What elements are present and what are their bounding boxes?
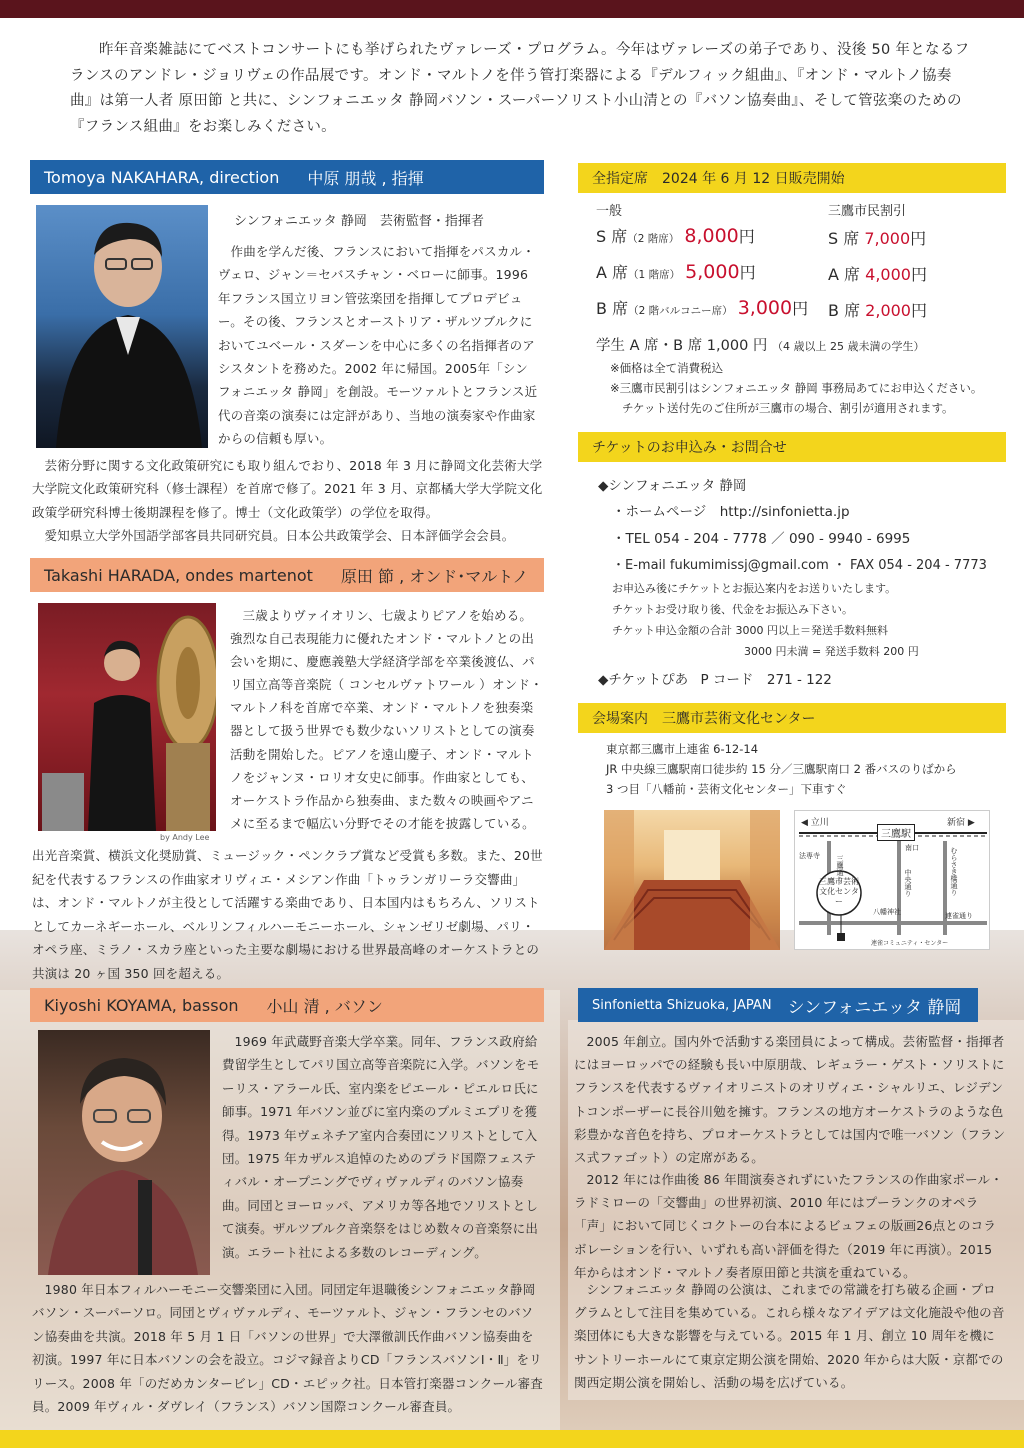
nakahara-header	[30, 160, 544, 194]
sinfonietta-name-jp: シンフォニエッタ 静岡	[787, 997, 962, 1018]
contact-email-fax[interactable]: ・E-mail fukumimissj@gmail.com ・ FAX 054 - 204 - 7773	[612, 558, 987, 573]
harada-bio-1: 三歳よりヴァイオリン、七歳よりピアノを始める。強烈な自己表現能力に優れたオンド・マルトノとの出会いを期に、慶應義塾大学経済学部を卒業後渡仏、パリ国立高等音楽院（ コンセルヴァトワール ）オンド・マルトノ科を首席で卒業、オンド・マルトノを独奏楽器として扱う世界でも数少ないソリストとしての演奏活動を開始した。ピアノを遠山慶子、オンド・マルトノをジャンヌ・ロリオ女史に師事。作曲家としても、オーケストラ作品から独奏曲、また数々の映画やアニメに至るまで幅広い分野でその才能を披露している。	[230, 608, 543, 831]
map-label-hachiman: 八幡神社	[873, 908, 901, 916]
map-label-chuo-dori: 中央通り	[904, 869, 912, 897]
ticket-note-2: ※三鷹市民割引はシンフォニエッタ 静岡 事務局あてにお申込ください。	[610, 381, 983, 395]
koyama-name-en: Kiyoshi KOYAMA, basson	[44, 995, 239, 1015]
b-seat-price: 3,000	[737, 297, 793, 319]
price-row-a	[596, 260, 756, 283]
koyama-bio-2: 1980 年日本フィルハーモニー交響楽団に入団。同団定年退職後シンフォニエッタ静岡バソン・スーパーソロ。同団とヴィヴァルディ、モーツァルト、ジャン・フランセのバソン協奏曲を共演。2018 年 5 月 1 日「バソンの世界」で大澤徹訓氏作曲バソン協奏曲を初演。1997 年に日本バソンの会を設立。コジマ録音よりCD「フランスバソンⅠ・Ⅱ」をリリース。2008 年「のだめカンタービレ」CD・エピック社。日本管打楽器コンクール審査員。2009 年ヴィル・ダヴレイ（フランス）バソン国際コンクール審査員。	[32, 1282, 543, 1415]
student-price: 学生 A 席・B 席 1,000 円	[596, 338, 768, 354]
map-label-renjaku: 連雀通り	[945, 912, 973, 920]
s-mitaka-price: 7,000	[864, 229, 911, 248]
nakahara-bio-1: 作曲を学んだ後、フランスにおいて指揮をパスカル・ヴェロ、ジャン＝セバスチャン・ベローに師事。1996年フランス国立リヨン管弦楽団を指揮してプロデビュー。その後、フランスとオーストリア・ザルツブルクにおいてユベール・スダーンを中心に多くの名指揮者のアシスタントを務めた。2002 年に帰国。2005年「シンフォニエッタ 静岡」を創設。モーツァルトとフランス近代の音楽の演奏には定評があり、当地の演奏家や作曲家からの信頼も厚い。	[218, 244, 538, 447]
map-label-shinjuku: 新宿 ▶	[947, 818, 975, 828]
harada-header	[30, 558, 544, 592]
venue-address: 東京都三鷹市上連雀 6-12-14	[606, 742, 759, 756]
b-mitaka-yen: 円	[910, 301, 927, 320]
koyama-header	[30, 988, 544, 1022]
pia-code: P コード 271 - 122	[700, 672, 832, 688]
a-mitaka-yen: 円	[910, 265, 927, 284]
a-seat-note: （1 階席）	[628, 269, 681, 281]
nakahara-name-en: Tomoya NAKAHARA, direction	[44, 167, 280, 187]
map-label-murasaki: むらさき橋通り	[950, 847, 958, 896]
contact-note-2: チケットお受け取り後、代金をお振込み下さい。	[612, 603, 854, 616]
ticket-note-1: ※価格は全て消費税込	[610, 361, 724, 375]
s-seat-yen: 円	[738, 227, 755, 246]
tickets-header: 全指定席 2024 年 6 月 12 日販売開始	[578, 163, 1006, 193]
ticket-pia	[598, 668, 832, 688]
map-label-tachikawa: ◀ 立川	[801, 818, 829, 828]
bottom-bar	[0, 1430, 1024, 1448]
price-row-a-mitaka	[828, 262, 927, 285]
harada-photo-credit: by Andy Lee	[160, 833, 210, 842]
harada-photo	[38, 603, 216, 831]
harada-name-jp: 原田 節 , オンド･マルトノ	[340, 566, 529, 586]
sinfonietta-name-en: Sinfonietta Shizuoka, JAPAN	[592, 997, 772, 1013]
venue-access-2: 3 つ目「八幡前・芸術文化センター」下車すぐ	[606, 782, 847, 796]
s-seat-label: S 席	[596, 227, 628, 246]
sinfonietta-bio-3: シンフォニエッタ 静岡の公演は、これまでの常識を打ち破る企画・プログラムとして注目を集めている。これら様々なアイデアは文化施設や他の音楽団体にも大きな影響を与えている。2015 年 1 月、創立 10 周年を機にサントリーホールにて東京定期公演を開始、2020 年からは大阪・京都での関西定期公演を開始し、活動の場を広げている。	[574, 1282, 1005, 1390]
s-mitaka-yen: 円	[910, 229, 927, 248]
b-seat-yen: 円	[792, 299, 809, 318]
koyama-name-jp: 小山 清 , バソン	[266, 996, 383, 1016]
nakahara-photo	[36, 205, 208, 448]
b-mitaka-label: B 席	[828, 301, 861, 320]
sinfonietta-bio-1: 2005 年創立。国内外で活動する楽団員によって構成。芸術監督・指揮者にはヨーロッパでの経験も長い中原朋哉、レギュラー・ゲスト・ソリストにフランスを代表するヴァイオリニストのオリヴィエ・シャルリエ、レジデントコンポーザーに長谷川勉を擁す。フランスの地方オーケストラのような色彩豊かな音色を持ち、プロオーケストラとしては国内で唯一バソン（フランス式ファゴット）の定席がある。	[574, 1034, 1006, 1166]
a-seat-yen: 円	[739, 263, 756, 282]
price-row-s	[596, 224, 755, 247]
map-label-community: 連雀コミュニティ・センター	[871, 940, 949, 947]
nakahara-bio-3: 愛知県立大学外国語学部客員共同研究員。日本公共政策学会、日本評価学会会員。	[44, 528, 515, 543]
harada-bio-2: 出光音楽賞、横浜文化奨励賞、ミュージック・ペンクラブ賞など受賞も多数。また、20世紀を代表するフランスの作曲家オリヴィエ・メシアン作曲「トゥランガリーラ交響曲」は、オンド・マルトノが主役として活躍する楽曲であり、日本国内はもちろん、ソリストとしてカーネギーホール、ベルリンフィルハーモニーホール、シャンゼリゼ劇場、パリ・オペラ座、ミラノ・スカラ座といった主要な劇場における世界最高峰のオーケストラとの共演は 20 ヶ国 350 回を超える。	[32, 848, 543, 981]
student-price-row	[596, 334, 925, 355]
ticket-note-3: チケット送付先のご住所が三鷹市の場合、割引が適用されます。	[622, 401, 954, 415]
venue-header: 会場案内 三鷹市芸術文化センター	[578, 703, 1006, 733]
student-note: （4 歳以上 25 歳未満の学生）	[772, 340, 925, 353]
a-seat-label: A 席	[596, 263, 629, 282]
tickets-col-general: 一般	[596, 204, 623, 219]
koyama-bio-1: 1969 年武蔵野音楽大学卒業。同年、フランス政府給費留学生としてパリ国立高等音楽院に入学。バソンをモーリス・アラール氏、室内楽をピエール・ピエルロ氏に師事。1971 年バソン並びに室内楽のプルミエプリを獲得。1973 年ヴェネチア室内合奏団にソリストとして入団。1975 年カザルス追悼のためのプラド国際フェスティバル・オープニングでヴィヴァルディのバソン協奏曲。同団とヨーロッパ、アメリカ等各地でソリストとして演奏。ザルツブルク音楽祭をはじめ数々の音楽祭に出演。エラート社による多数のレコーディング。	[222, 1034, 540, 1260]
sinfonietta-bio-2: 2012 年には作曲後 86 年間演奏されずにいたフランスの作曲家ポール・ラドミローの「交響曲」の世界初演、2010 年にはプーランクのオペラ「声」において同じくコクトーの台本によるビュフェの版画26点とのコラボレーションを行い、いずれも高い評価を得た（2019 年に再演）。2015 年からはオンド・マルトノ奏者原田節と共演を重ねている。	[574, 1172, 1003, 1280]
price-row-b-mitaka	[828, 298, 927, 321]
b-seat-label: B 席	[596, 299, 629, 318]
contact-note-3: チケット申込金額の合計 3000 円以上＝発送手数料無料	[612, 624, 888, 637]
tickets-col-mitaka: 三鷹市民割引	[828, 204, 907, 219]
map-label-mitaka-dori: 三鷹通り	[836, 855, 844, 883]
intro-text: 昨年音楽雑誌にてベストコンサートにも挙げられたヴァレーズ・プログラム。今年はヴァレーズの弟子であり、没後 50 年となるフランスのアンドレ・ジョリヴェの作品展です。オンド・マルトノを伴う管打楽器による『デルフィック組曲』、『オンド・マルトノ協奏曲』は第一人者 原田節 と共に、シンフォニエッタ 静岡バソン・スーパーソリスト小山清との『バソン協奏曲』、そして管弦楽のための『フランス組曲』をお楽しみください。	[70, 42, 970, 135]
s-seat-note: （2 階席）	[627, 233, 680, 245]
contact-tel: ・TEL 054 - 204 - 7778 ／ 090 - 9940 - 6995	[612, 531, 911, 547]
nakahara-role: シンフォニエッタ 静岡 芸術監督・指揮者	[234, 214, 484, 229]
koyama-photo	[38, 1030, 210, 1275]
map-label-mitaka-station: 三鷹駅	[877, 824, 915, 841]
map-label-center: 三鷹市芸術文化センター	[819, 877, 859, 906]
nakahara-bio-2: 芸術分野に関する文化政策研究にも取り組んでおり、2018 年 3 月に静岡文化芸術大学大学院文化政策研究科（修士課程）を首席で修了。2021 年 3 月、京都橘大学大学院文化政策学研究科博士後期課程を修了。博士（文化政策学）の学位を取得。	[32, 458, 543, 520]
venue-hall-photo	[604, 810, 780, 950]
contact-note-4: 3000 円未満 = 発送手数料 200 円	[744, 645, 919, 658]
price-row-b	[596, 296, 808, 319]
b-mitaka-price: 2,000	[865, 301, 911, 320]
top-bar	[0, 0, 1024, 18]
sinfonietta-header	[578, 988, 978, 1022]
map-label-minamiguchi: 南口	[905, 844, 919, 852]
map-label-hoshinsha: 法専寺	[799, 852, 820, 860]
harada-name-en: Takashi HARADA, ondes martenot	[44, 565, 313, 585]
s-mitaka-label: S 席	[828, 229, 860, 248]
nakahara-name-jp: 中原 朋哉 , 指揮	[307, 168, 424, 188]
pia-label: ◆チケットぴあ	[598, 672, 689, 688]
contact-note-1: お申込み後にチケットとお振込案内をお送りいたします。	[612, 582, 897, 595]
s-seat-price: 8,000	[684, 225, 739, 247]
venue-access-1: JR 中央線三鷹駅南口徒歩約 15 分／三鷹駅南口 2 番バスのりばから	[606, 762, 957, 776]
venue-map	[794, 810, 990, 950]
contact-org: ◆シンフォニエッタ 静岡	[598, 478, 747, 494]
a-mitaka-price: 4,000	[865, 265, 911, 284]
contact-header: チケットのお申込み・お問合せ	[578, 432, 1006, 462]
a-mitaka-label: A 席	[828, 265, 861, 284]
price-row-s-mitaka	[828, 226, 926, 249]
b-seat-note: （2 階バルコニー席）	[628, 305, 733, 317]
contact-homepage[interactable]: ・ホームページ http://sinfonietta.jp	[612, 504, 850, 520]
a-seat-price: 5,000	[685, 261, 740, 283]
